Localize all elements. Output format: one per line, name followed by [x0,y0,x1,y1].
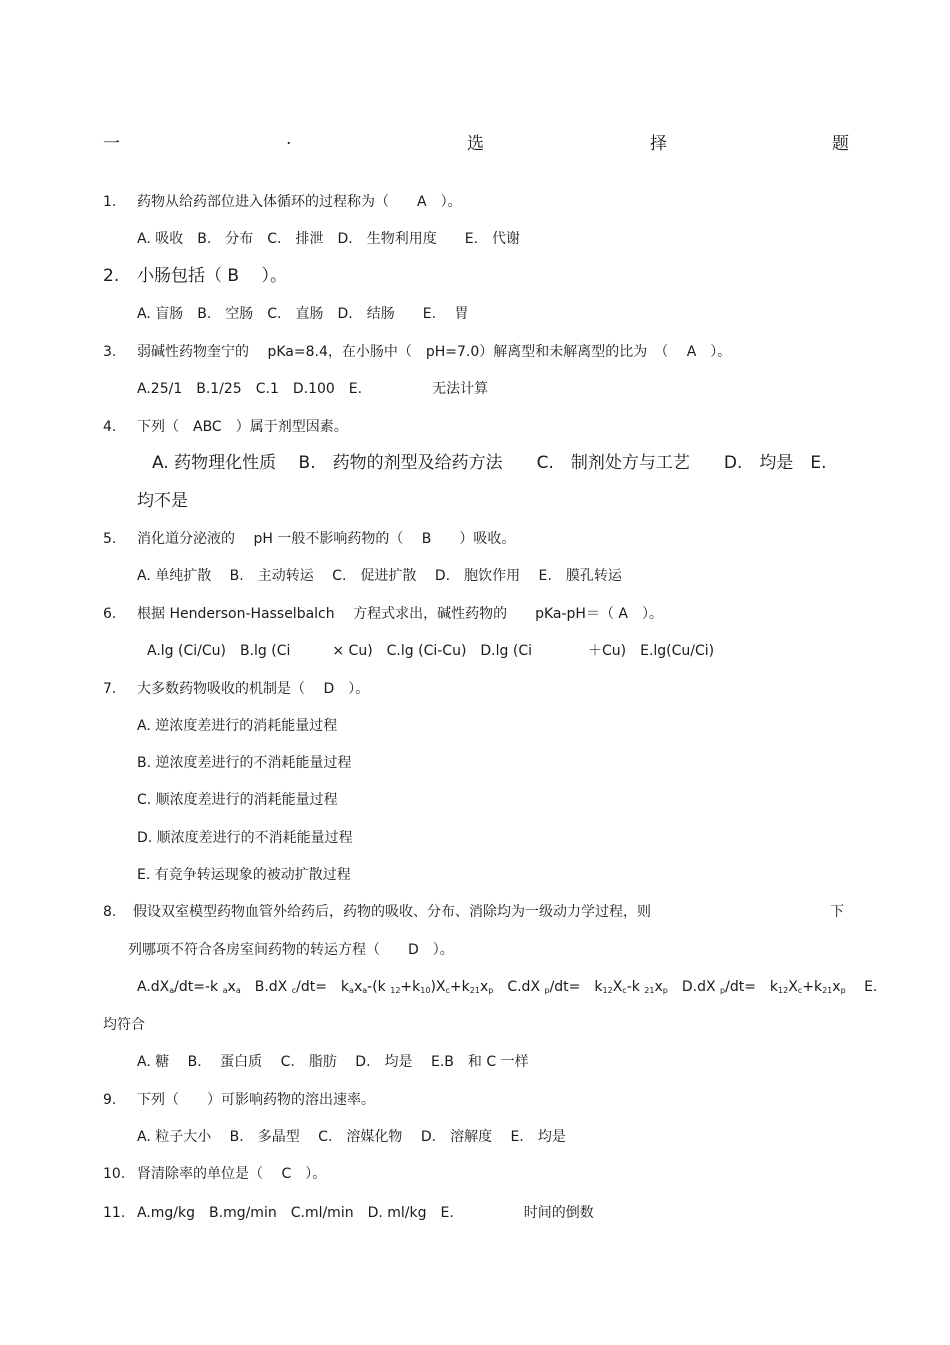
question-9 [103,1091,375,1109]
question-9-options: A. 粒子大小 B. 多晶型 C. 溶媒化物 D. 溶解度 E. 均是 [137,1129,566,1145]
question-number: 9. [103,1092,117,1108]
question-text: 下列（ ABC ）属于剂型因素。 [137,419,348,435]
heading-char-1: 一 [103,134,120,154]
question-5-options: A. 单纯扩散 B. 主动转运 C. 促进扩散 D. 胞饮作用 E. 膜孔转运 [137,568,622,584]
question-7-option-a: A. 逆浓度差进行的消耗能量过程 [137,718,338,734]
question-7-option-b: B. 逆浓度差进行的不消耗能量过程 [137,755,352,771]
question-4-options-cont: 均不是 [137,491,188,511]
question-7-option-d: D. 顺浓度差进行的不消耗能量过程 [137,830,353,846]
question-text: 消化道分泌液的 pH 一般不影响药物的（ B ）吸收。 [137,531,516,547]
question-text: 肾清除率的单位是（ C ）。 [137,1166,327,1182]
question-number: 10. [103,1166,126,1182]
question-number: 7. [103,681,117,697]
question-8-text-tail: 下 [830,904,844,920]
question-text: 大多数药物吸收的机制是（ D ）。 [137,681,370,697]
question-7-option-c: C. 顺浓度差进行的消耗能量过程 [137,792,338,808]
question-4 [103,418,348,436]
heading-char-3: 选 [467,134,484,154]
question-text: 根据 Henderson-Hasselbalch 方程式求出，碱性药物的 pKa-pH＝（ A ）。 [137,606,663,622]
question-3 [103,343,731,361]
question-2 [103,265,287,287]
question-number: 11. [103,1205,126,1221]
question-3-options: A.25/1 B.1/25 C.1 D.100 E. 无法计算 [137,381,489,397]
question-text: 下列（ ）可影响药物的溶出速率。 [137,1092,375,1108]
question-number: 8. [103,904,117,920]
question-text: 弱碱性药物奎宁的 pKa=8.4，在小肠中（ pH=7.0）解离型和未解离型的比为 （ A ）。 [137,344,732,360]
question-text: 假设双室模型药物血管外给药后，药物的吸收、分布、消除均为一级动力学过程，则 [133,904,651,920]
question-1-options: A. 吸收 B. 分布 C. 排泄 D. 生物利用度 E. 代谢 [137,231,521,247]
question-8 [103,903,651,921]
question-6-options: A.lg (Ci/Cu) B.lg (Ci × Cu) C.lg (Ci-Cu) D.lg (Ci ＋Cu) E.lg(Cu/Ci) [147,643,715,659]
question-number: 6. [103,606,117,622]
heading-char-5: 题 [832,134,849,154]
heading-char-2: . [286,129,292,149]
question-text: 药物从给药部位进入体循环的过程称为（ A ）。 [137,194,462,210]
question-7-option-e: E. 有竞争转运现象的被动扩散过程 [137,867,351,883]
question-8-text-line2: 列哪项不符合各房室间药物的转运方程（ D ）。 [128,942,454,958]
question-number: 5. [103,531,117,547]
question-7 [103,680,369,698]
question-text: 小肠包括（ B ）。 [137,266,287,286]
question-5 [103,530,515,548]
question-number: 4. [103,419,117,435]
question-8-equations: $A.dX_a/dt=-k$ $_ax_a$ B.dX $_c$/dt= $k_ax_a-(k$ $_{12}+k_{10})X_c+k_{21}x_p$ C.dX $_p$/dt= $k_{12}X_c-k$ $_{21}x_p$ D.dX $_p$/dt= $k_{12}X_c+k_{21}x_p$ E. [137,979,878,995]
question-8-options: A. 糖 B. 蛋白质 C. 脂肪 D. 均是 E.B 和 C 一样 [137,1054,529,1070]
question-number: 3. [103,344,117,360]
question-number: 2. [103,266,120,286]
question-4-options: A. 药物理化性质 B. 药物的剂型及给药方法 C. 制剂处方与工艺 D. 均是 E. [152,453,827,473]
question-8-text-line4: 均符合 [103,1017,145,1033]
heading-char-4: 择 [650,134,667,154]
question-text: A.mg/kg B.mg/min C.ml/min D. ml/kg E. 时间的倒数 [137,1205,594,1221]
question-number: 1. [103,194,117,210]
question-10 [103,1165,326,1183]
question-6 [103,605,663,623]
question-11 [103,1204,594,1222]
question-1 [103,193,462,211]
question-2-options: A. 盲肠 B. 空肠 C. 直肠 D. 结肠 E. 胃 [137,306,469,322]
